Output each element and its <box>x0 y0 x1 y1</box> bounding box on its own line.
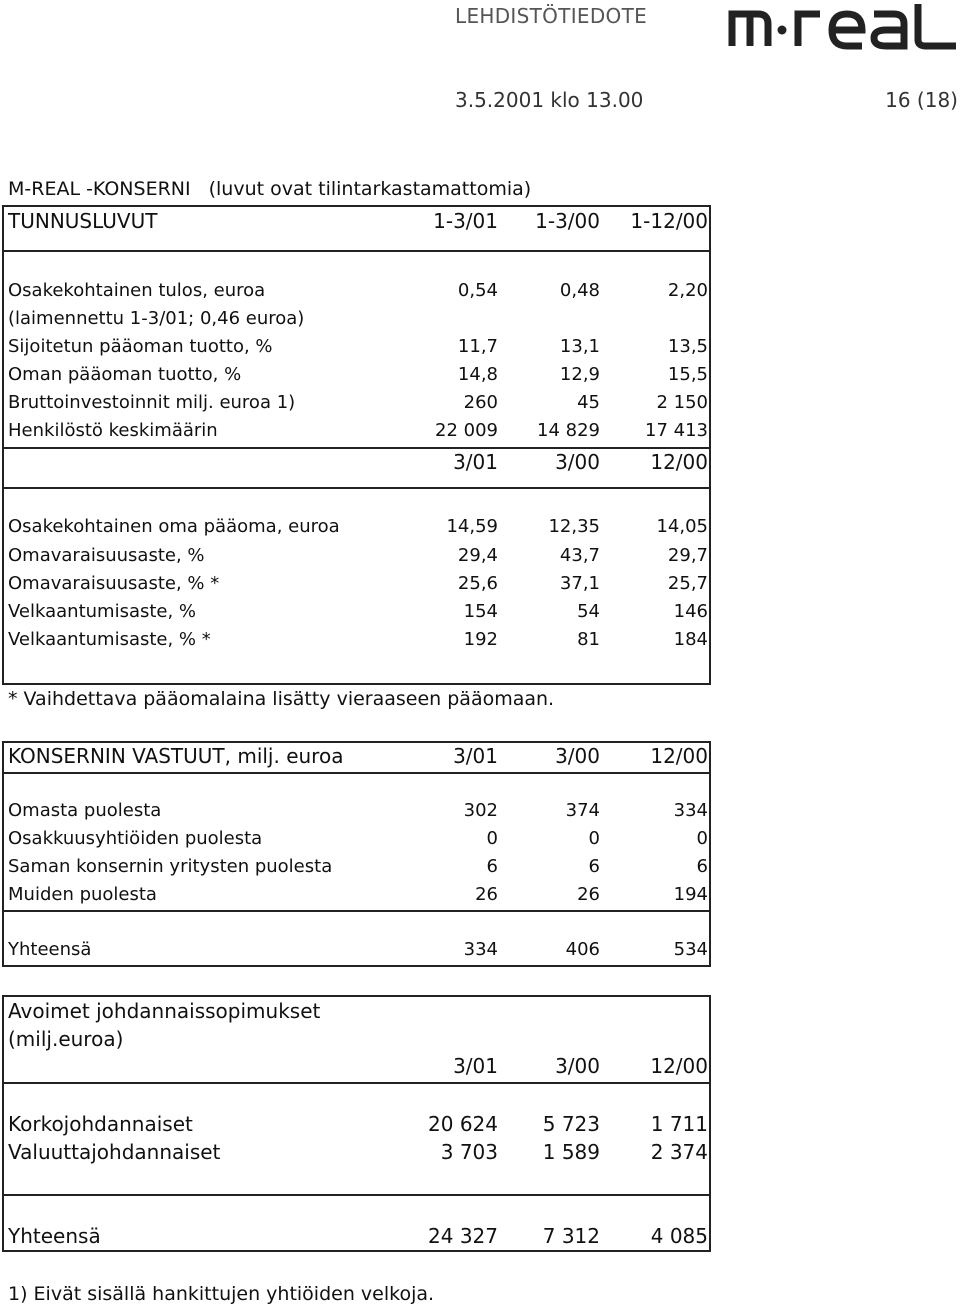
section-title-main: M-REAL -KONSERNI <box>8 178 191 200</box>
section-title-sub: (luvut ovat tilintarkastamattomia) <box>208 178 532 200</box>
row-label: Omasta puolesta <box>8 800 162 821</box>
cell-value: 14 829 <box>537 420 600 441</box>
column-header: 1-3/01 <box>433 209 498 233</box>
cell-value: 24 327 <box>428 1224 498 1248</box>
row-label: Valuuttajohdannaiset <box>8 1140 221 1164</box>
table-row <box>8 573 710 599</box>
cell-value: 192 <box>463 629 498 650</box>
column-header: 3/01 <box>453 744 498 768</box>
row-label: Omavaraisuusaste, % <box>8 545 205 566</box>
table-divider <box>2 447 711 449</box>
row-label: Omavaraisuusaste, % * <box>8 573 220 594</box>
row-label: (laimennettu 1-3/01; 0,46 euroa) <box>8 308 305 329</box>
table-row <box>8 392 710 418</box>
cell-value: 0 <box>696 828 708 849</box>
row-label: Yhteensä <box>8 939 92 960</box>
derivatives-unit: (milj.euroa) <box>8 1027 124 1051</box>
table-row <box>8 629 710 655</box>
cell-value: 6 <box>588 856 600 877</box>
cell-value: 194 <box>673 884 708 905</box>
column-header: 3/00 <box>555 1054 600 1078</box>
derivatives-title: Avoimet johdannaissopimukset <box>8 999 321 1023</box>
table-row <box>8 280 710 306</box>
derivatives-title-row <box>8 1027 710 1053</box>
column-header: 1-12/00 <box>630 209 708 233</box>
cell-value: 81 <box>577 629 600 650</box>
cell-value: 14,05 <box>656 516 708 537</box>
table-row <box>8 601 710 627</box>
column-header-label: KONSERNIN VASTUUT, milj. euroa <box>8 744 344 768</box>
table-row <box>8 800 710 826</box>
cell-value: 184 <box>673 629 708 650</box>
column-header: 12/00 <box>650 1054 708 1078</box>
total-row <box>8 1224 710 1250</box>
cell-value: 2 374 <box>650 1140 708 1164</box>
cell-value: 29,4 <box>457 545 498 566</box>
cell-value: 6 <box>696 856 708 877</box>
cell-value: 14,59 <box>446 516 498 537</box>
table-row <box>8 856 710 882</box>
table-divider <box>2 910 711 912</box>
cell-value: 25,7 <box>667 573 708 594</box>
cell-value: 26 <box>475 884 498 905</box>
document-type-label: LEHDISTÖTIEDOTE <box>455 4 648 28</box>
cell-value: 0 <box>486 828 498 849</box>
table-divider <box>2 1194 711 1196</box>
column-header: 3/00 <box>555 744 600 768</box>
page-number: 16 (18) <box>885 88 958 112</box>
liabilities-table <box>2 741 711 967</box>
cell-value: 0 <box>588 828 600 849</box>
table-row <box>8 308 710 334</box>
release-date: 3.5.2001 klo 13.00 <box>455 88 644 112</box>
column-header: 3/00 <box>555 450 600 474</box>
row-label: Muiden puolesta <box>8 884 157 905</box>
cell-value: 11,7 <box>457 336 498 357</box>
table-row <box>8 884 710 910</box>
cell-value: 302 <box>463 800 498 821</box>
cell-value: 6 <box>486 856 498 877</box>
cell-value: 20 624 <box>428 1112 498 1136</box>
row-label: Sijoitetun pääoman tuotto, % <box>8 336 273 357</box>
cell-value: 260 <box>463 392 498 413</box>
row-label: Osakkuusyhtiöiden puolesta <box>8 828 263 849</box>
cell-value: 45 <box>577 392 600 413</box>
cell-value: 12,9 <box>559 364 600 385</box>
row-label: Bruttoinvestoinnit milj. euroa 1) <box>8 392 296 413</box>
row-label: Osakekohtainen oma pääoma, euroa <box>8 516 340 537</box>
cell-value: 7 312 <box>542 1224 600 1248</box>
column-header: 12/00 <box>650 450 708 474</box>
cell-value: 12,35 <box>548 516 600 537</box>
section-title <box>8 178 531 200</box>
table-divider <box>2 250 711 252</box>
cell-value: 4 085 <box>650 1224 708 1248</box>
cell-value: 1 711 <box>650 1112 708 1136</box>
table-row <box>8 516 710 542</box>
cell-value: 0,54 <box>457 280 498 301</box>
convertible-loan-footnote: * Vaihdettava pääomalaina lisätty vieraaseen pääomaan. <box>8 688 555 710</box>
column-header-label: TUNNUSLUVUT <box>8 209 158 233</box>
m-real-logo <box>728 0 960 50</box>
row-label: Henkilöstö keskimäärin <box>8 420 218 441</box>
cell-value: 29,7 <box>667 545 708 566</box>
cell-value: 374 <box>565 800 600 821</box>
derivatives-header-row <box>8 1054 710 1080</box>
cell-value: 406 <box>565 939 600 960</box>
row-label: Velkaantumisaste, % * <box>8 629 211 650</box>
key-figures-header-row <box>8 209 710 235</box>
cell-value: 43,7 <box>559 545 600 566</box>
cell-value: 37,1 <box>559 573 600 594</box>
table-row <box>8 1140 710 1166</box>
cell-value: 0,48 <box>559 280 600 301</box>
liabilities-header-row <box>8 744 710 770</box>
table-row <box>8 828 710 854</box>
cell-value: 26 <box>577 884 600 905</box>
balance-header-row <box>8 450 710 476</box>
derivatives-title-row <box>8 999 710 1025</box>
cell-value: 2 150 <box>656 392 708 413</box>
cell-value: 25,6 <box>457 573 498 594</box>
table-row <box>8 336 710 362</box>
cell-value: 13,5 <box>667 336 708 357</box>
row-label: Yhteensä <box>8 1224 101 1248</box>
cell-value: 334 <box>673 800 708 821</box>
table-divider <box>2 1082 711 1084</box>
cell-value: 534 <box>673 939 708 960</box>
cell-value: 5 723 <box>542 1112 600 1136</box>
table-divider <box>2 772 711 774</box>
table-row <box>8 1112 710 1138</box>
column-header: 12/00 <box>650 744 708 768</box>
cell-value: 13,1 <box>559 336 600 357</box>
cell-value: 14,8 <box>457 364 498 385</box>
row-label: Oman pääoman tuotto, % <box>8 364 242 385</box>
total-row <box>8 939 710 965</box>
cell-value: 17 413 <box>645 420 708 441</box>
investments-footnote: 1) Eivät sisällä hankittujen yhtiöiden velkoja. <box>8 1283 435 1305</box>
table-row <box>8 364 710 390</box>
cell-value: 3 703 <box>440 1140 498 1164</box>
column-header: 3/01 <box>453 1054 498 1078</box>
column-header: 3/01 <box>453 450 498 474</box>
cell-value: 2,20 <box>667 280 708 301</box>
table-row <box>8 545 710 571</box>
table-row <box>8 420 710 446</box>
row-label: Velkaantumisaste, % <box>8 601 197 622</box>
cell-value: 54 <box>577 601 600 622</box>
cell-value: 1 589 <box>542 1140 600 1164</box>
cell-value: 22 009 <box>435 420 498 441</box>
row-label: Osakekohtainen tulos, euroa <box>8 280 266 301</box>
cell-value: 334 <box>463 939 498 960</box>
cell-value: 15,5 <box>667 364 708 385</box>
cell-value: 154 <box>463 601 498 622</box>
column-header: 1-3/00 <box>535 209 600 233</box>
cell-value: 146 <box>673 601 708 622</box>
row-label: Saman konsernin yritysten puolesta <box>8 856 333 877</box>
row-label: Korkojohdannaiset <box>8 1112 193 1136</box>
